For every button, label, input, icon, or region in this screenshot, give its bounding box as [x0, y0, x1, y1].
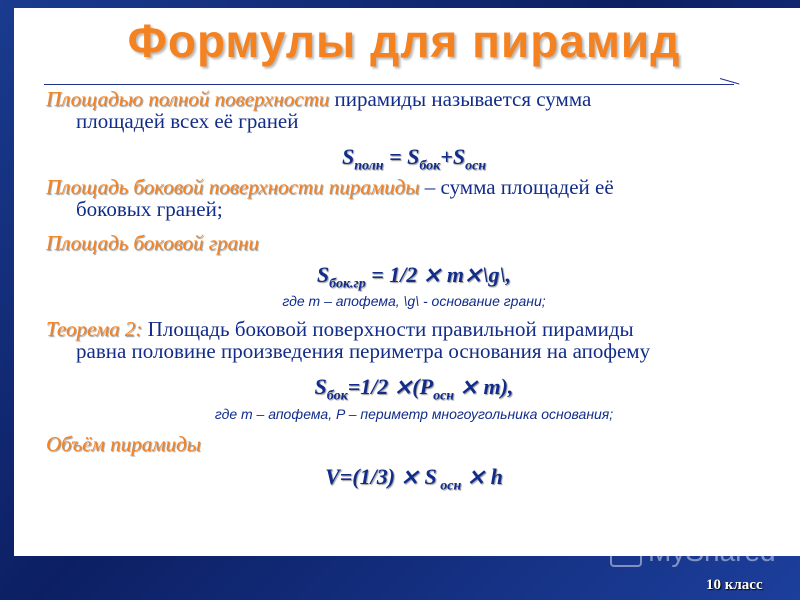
- formula-note-apothem: где m – апофема, \g\ - основание грани;: [282, 293, 546, 309]
- slide-title: Формулы для пирамид: [127, 15, 681, 67]
- title-divider: [44, 84, 734, 85]
- watermark: [610, 536, 776, 568]
- formula-lateral-surface: $S_{бок}=1/2$ $⨯(P_{осн}$ ⨯ m),: [314, 374, 514, 404]
- paragraph-text: Площадь боковой поверхности правильной пирамиды: [142, 317, 634, 341]
- term-total-surface: Площадью полной поверхности: [46, 87, 330, 111]
- term-lateral-surface: Площадь боковой поверхности пирамиды: [46, 175, 420, 199]
- formula-total-surface: $S_{полн} = S_{бок}+S_{осн}$: [341, 144, 487, 174]
- paragraph-text: равна половине произведения периметра основания на апофему: [76, 339, 651, 363]
- paragraph-lateral-face: [46, 232, 786, 254]
- paragraph-text: пирамиды называется сумма: [329, 87, 592, 111]
- paragraph-volume: [46, 433, 786, 455]
- watermark-logo-icon: [610, 541, 642, 567]
- paragraph-text: – сумма площадей её: [419, 175, 614, 199]
- term-lateral-face: Площадь боковой грани: [46, 231, 259, 255]
- formula-lateral-face: $S_{бок.гр} = 1/2$ ⨯ m⨯\g\,: [316, 262, 512, 292]
- watermark-text: MyShared: [648, 536, 776, 567]
- term-volume: Объём пирамиды: [46, 432, 201, 456]
- paragraph-text: площадей всех её граней: [76, 109, 299, 133]
- slide-content-panel: [14, 8, 800, 556]
- corner-triangle-decoration: [22, 485, 84, 547]
- paragraph-total-surface: [46, 88, 786, 132]
- paragraph-text: боковых граней;: [76, 197, 223, 221]
- paragraph-theorem-2: [46, 318, 786, 362]
- paragraph-lateral-surface: [46, 176, 786, 220]
- formula-note-perimeter: где m – апофема, P – периметр многоугольника основания;: [214, 406, 614, 422]
- term-theorem-2: Теорема 2:: [46, 317, 143, 341]
- grade-label: 10 класс: [706, 577, 763, 593]
- formula-volume: V=(1/3) ⨯ S $_{осн}$ ⨯ h: [325, 464, 503, 494]
